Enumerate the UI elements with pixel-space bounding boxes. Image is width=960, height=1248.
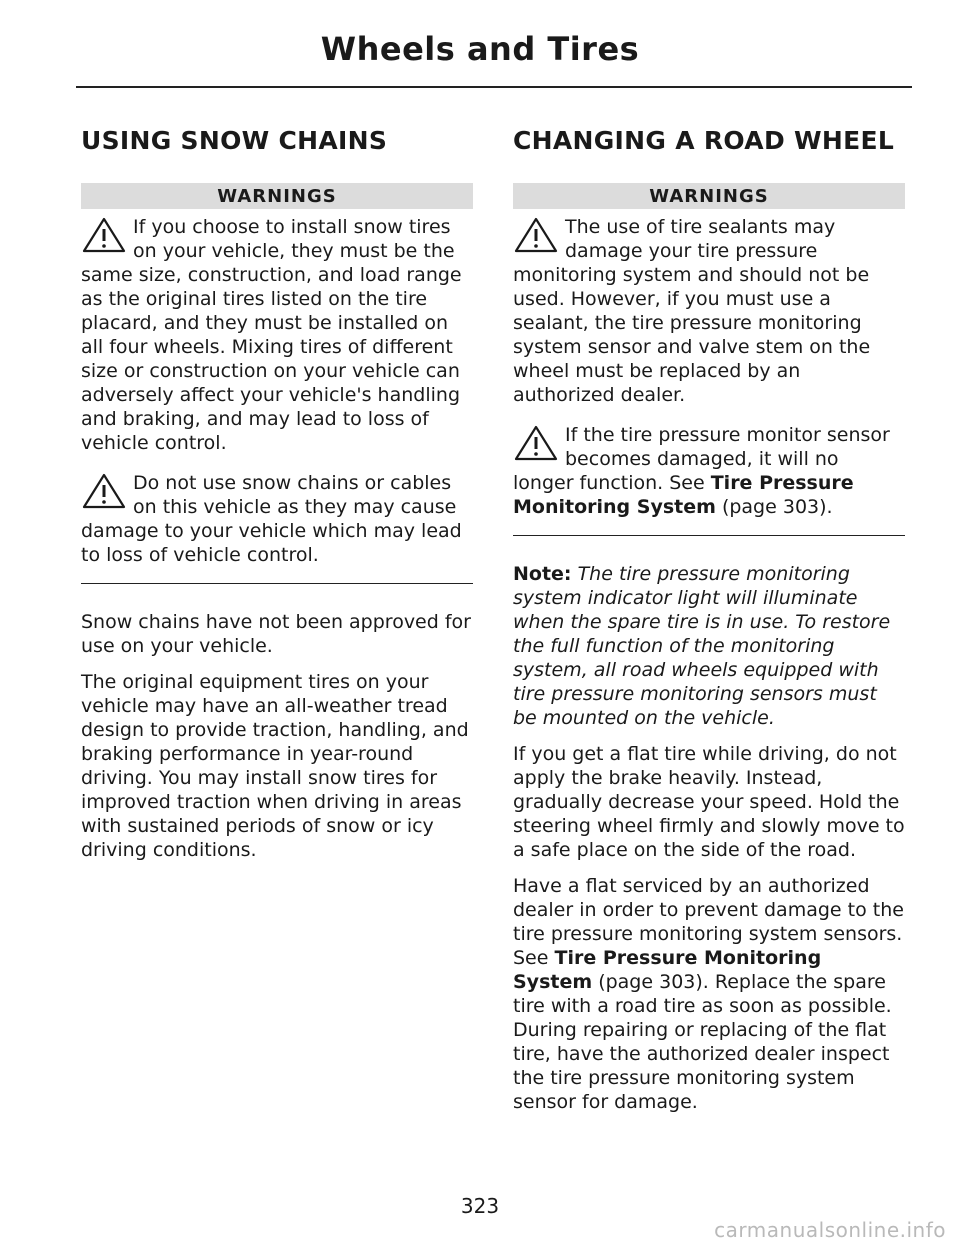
- warning-text: If you choose to install snow tires on your vehicle, they must be the same size, construction, and load range as the original tires listed on the tire placard, and they must be installed on all four wheels. Mixing tires of different size or construction on your vehicle can adversely affect your vehicle's handling and braking, and may lead to loss of vehicle control.: [81, 216, 462, 454]
- paragraph: The original equipment tires on your vehicle may have an all-weather tread design to provide traction, handling, and braking performance in year-round driving. You may install snow tires for improved traction when driving in areas with sustained periods of snow or icy driving conditions.: [81, 671, 469, 861]
- chapter-title: Wheels and Tires: [320, 30, 640, 68]
- warnings-end-divider: [81, 583, 473, 584]
- watermark: carmanualsonline.info: [714, 1218, 946, 1242]
- note-label: Note:: [513, 563, 572, 585]
- warnings-end-divider: [513, 535, 905, 536]
- paragraph-text: Have a flat serviced by an authorized dealer in order to prevent damage to the tire pressure monitoring system sensors. See: [513, 875, 904, 969]
- paragraph: [513, 874, 905, 1114]
- warning-triangle-icon: [513, 423, 565, 467]
- header-divider: [76, 86, 912, 88]
- page-number: 323: [460, 1194, 500, 1218]
- warning-triangle-icon: [81, 471, 133, 515]
- warning-triangle-icon: [513, 215, 565, 259]
- warning-text: The use of tire sealants may damage your tire pressure monitoring system and should not be used. However, if you must use a sealant, the tire pressure monitoring system sensor and valve stem on the wheel must be replaced by an authorized dealer.: [513, 216, 871, 406]
- page-reference: (page 303).: [715, 496, 833, 518]
- warning-triangle-icon: [81, 215, 133, 259]
- cross-reference-link[interactable]: Tire Pressure Monitoring System: [513, 472, 854, 518]
- warning-text: Do not use snow chains or cables on this vehicle as they may cause damage to your vehicle which may lead to loss of vehicle control.: [81, 472, 462, 566]
- warnings-bar: WARNINGS: [513, 183, 905, 209]
- section-heading-changing-wheel: CHANGING A ROAD WHEEL: [513, 126, 895, 155]
- warnings-bar: WARNINGS: [81, 183, 473, 209]
- note-text: The tire pressure monitoring system indicator light will illuminate when the spare tire is in use. To restore the full function of the monitoring system, all road wheels equipped with tire pressure monitoring sensors must be mounted on the vehicle.: [513, 563, 891, 729]
- left-column: [81, 126, 473, 874]
- right-column: [513, 126, 905, 1126]
- paragraph-text: (page 303). Replace the spare tire with a road tire as soon as possible. During repairing or replacing of the flat tire, have the authorized dealer inspect the tire pressure monitoring system sensor for damage.: [513, 971, 892, 1113]
- paragraph: Snow chains have not been approved for use on your vehicle.: [81, 611, 471, 657]
- warning-item: [513, 423, 905, 519]
- section-heading-snow-chains: USING SNOW CHAINS: [81, 126, 388, 155]
- paragraph: If you get a flat tire while driving, do not apply the brake heavily. Instead, gradually decrease your speed. Hold the steering wheel firmly and slowly move to a safe place on the side of the road.: [513, 743, 905, 861]
- warning-item: [513, 215, 905, 407]
- cross-reference-link[interactable]: Tire Pressure Monitoring System: [513, 947, 822, 993]
- note: [513, 562, 905, 730]
- warning-item: [81, 471, 473, 567]
- warning-text: If the tire pressure monitor sensor becomes damaged, it will no longer function. See: [513, 424, 890, 494]
- warning-item: [81, 215, 473, 455]
